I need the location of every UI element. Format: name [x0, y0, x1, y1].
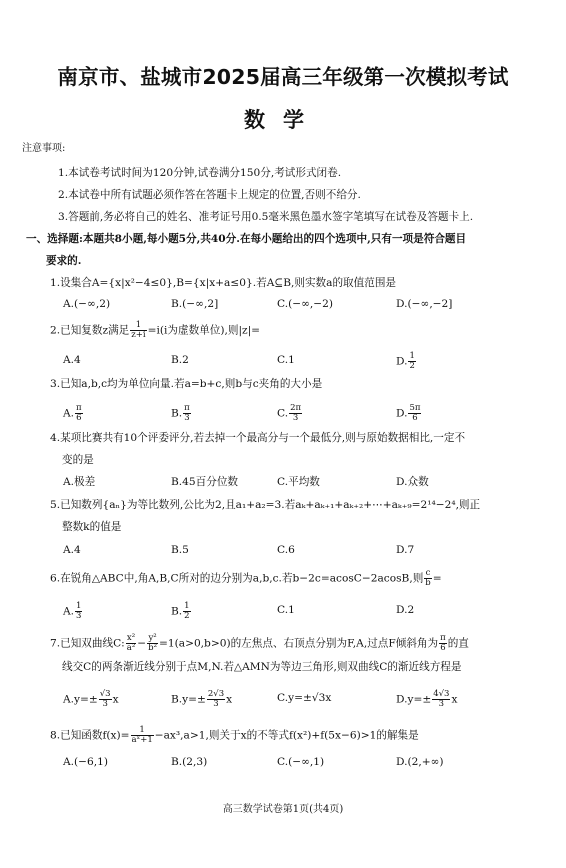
option-d	[396, 352, 417, 371]
note-2: 2.本试卷中所有试题必须作答在答题卡上规定的位置,否则不给分.	[58, 189, 361, 201]
stem-part: =	[432, 572, 442, 585]
fraction	[99, 690, 112, 709]
fraction	[183, 404, 191, 423]
fraction	[432, 690, 450, 709]
option-a: A.4	[63, 544, 81, 556]
fraction	[439, 634, 447, 653]
fraction	[207, 690, 225, 709]
fraction	[408, 404, 421, 423]
stem-part: =i(i为虚数单位),则|z|=	[147, 324, 261, 337]
numerator: 1	[131, 726, 154, 736]
option-label: B.y=±	[171, 693, 206, 706]
note-1: 1.本试卷考试时间为120分钟,试卷满分150分,考试形式闭卷.	[58, 167, 342, 179]
stem-part: 8.已知函数f(x)=	[50, 729, 130, 742]
option-b: B.5	[171, 544, 189, 556]
option-label: B.	[171, 407, 183, 420]
denominator: 3	[292, 413, 299, 423]
option-a: A.(−6,1)	[63, 756, 109, 768]
stem-part: 的直	[447, 637, 469, 650]
suffix: x	[226, 693, 233, 706]
denominator: 3	[184, 413, 190, 423]
page-footer: 高三数学试卷第1页(共4页)	[222, 804, 344, 815]
fraction	[408, 352, 415, 371]
fraction	[131, 726, 154, 745]
denominator: 3	[76, 611, 82, 621]
option-c: C.平均数	[277, 476, 320, 488]
fraction	[147, 634, 158, 653]
numerator: π	[440, 633, 446, 643]
numerator: y²	[148, 633, 157, 643]
question-7-options	[50, 690, 480, 710]
option-b: B.(−∞,2]	[171, 298, 219, 310]
denominator: 6	[440, 643, 446, 653]
option-label: D.	[396, 355, 408, 368]
stem-part: 6.在锐角△ABC中,角A,B,C所对的边分别为a,b,c.若b−2c=acosC−2acosB,则	[50, 572, 424, 585]
option-a: A.(−∞,2)	[63, 298, 111, 310]
option-c	[277, 404, 303, 423]
suffix: x	[112, 693, 119, 706]
option-a	[63, 690, 119, 709]
denominator: b²	[148, 643, 157, 653]
denominator: b	[425, 578, 431, 588]
numerator: 1	[409, 351, 415, 361]
question-6-options	[50, 602, 480, 622]
option-label: B.	[171, 605, 183, 618]
question-7-stem-line-1: 7.已知双曲线C: $\frac{\text{x²}}{\text{a²}}$ − $\frac{\text{y²}}{\text{b²}}$ =1(a>0,b>0)的左焦点、右顶点分别为F,A,过点F倾斜角为 $\frac{\pi}{6}$ 的直	[50, 633, 469, 653]
numerator: π	[76, 403, 82, 413]
numerator: x²	[126, 633, 136, 643]
denominator: 2	[409, 361, 415, 371]
option-b: B.45百分位数	[171, 476, 239, 488]
numerator: π	[184, 403, 190, 413]
option-b	[171, 690, 232, 709]
question-3-options	[50, 404, 480, 424]
numerator: c	[425, 568, 431, 578]
fraction	[183, 602, 190, 621]
question-4-stem-line-2: 变的是	[62, 454, 94, 466]
fraction	[130, 321, 146, 340]
option-a	[63, 602, 83, 621]
question-8-options	[50, 754, 480, 774]
option-d: D.(2,+∞)	[396, 756, 444, 768]
option-b	[171, 404, 192, 423]
question-4-options	[50, 474, 480, 494]
question-2-options	[50, 352, 480, 372]
notes-heading: 注意事项:	[22, 143, 66, 154]
fraction	[75, 404, 83, 423]
exam-subject: 数学	[244, 108, 322, 132]
suffix: x	[451, 693, 458, 706]
numerator: 4√3	[433, 689, 450, 699]
numerator: 1	[184, 601, 190, 611]
denominator: a²	[126, 643, 136, 653]
question-6-stem	[50, 569, 442, 588]
fraction	[424, 569, 431, 588]
option-a: A.极差	[63, 476, 96, 488]
question-1-stem: 1.设集合A={x|x²−4≤0},B={x|x+a≤0}.若A⊆B,则实数a的取值范围是	[50, 277, 397, 289]
option-b	[171, 602, 192, 621]
option-label: A.	[63, 407, 75, 420]
question-4-stem-line-1: 4.某项比赛共有10个评委评分,若去掉一个最高分与一个最低分,则与原始数据相比,一定不	[50, 432, 466, 444]
option-d: D.众数	[396, 476, 429, 488]
fraction	[126, 634, 136, 653]
question-5-stem-line-2: 整数k的值是	[62, 521, 122, 533]
stem-part: 7.已知双曲线C:	[50, 637, 125, 650]
stem-part: =1(a>0,b>0)的左焦点、右顶点分别为F,A,过点F倾斜角为	[159, 637, 439, 650]
section-heading-line-2: 要求的.	[46, 255, 82, 267]
question-3-stem: 3.已知a,b,c均为单位向量.若a=b+c,则b与c夹角的大小是	[50, 378, 323, 390]
numerator: √3	[99, 689, 111, 699]
option-d: D.2	[396, 604, 415, 616]
numerator: 1	[130, 321, 146, 331]
option-d	[396, 404, 422, 423]
option-d: D.7	[396, 544, 415, 556]
option-b: B.2	[171, 354, 189, 366]
option-d	[396, 690, 457, 709]
question-8-stem	[50, 726, 419, 745]
option-c: C.6	[277, 544, 295, 556]
numerator: 5π	[409, 403, 421, 413]
option-label: A.y=±	[63, 693, 98, 706]
denominator: 3	[102, 699, 108, 709]
exam-title: 南京市、盐城市2025届高三年级第一次模拟考试	[57, 65, 509, 89]
note-3: 3.答题前,务必将自己的姓名、准考证号用0.5毫米黑色墨水签字笔填写在试卷及答题卡上.	[58, 211, 474, 223]
denominator: 2	[184, 611, 190, 621]
question-5-options	[50, 542, 480, 562]
question-1-options	[50, 296, 480, 316]
question-5-stem-line-1: 5.已知数列{aₙ}为等比数列,公比为2,且a₁+a₂=3.若aₖ+aₖ₊₁+aₖ₊₂+⋯+aₖ₊₉=2¹⁴−2⁴,则正	[50, 499, 481, 511]
stem-part: 2.已知复数z满足	[50, 324, 130, 337]
stem-part: −ax³,a>1,则关于x的不等式f(x²)+f(5x−6)>1的解集是	[154, 729, 419, 742]
option-c: C.1	[277, 354, 295, 366]
option-label: D.	[396, 407, 408, 420]
denominator: 3	[213, 699, 219, 709]
option-label: C.	[277, 407, 289, 420]
question-2-stem	[50, 321, 260, 340]
numerator: 2π	[290, 403, 302, 413]
denominator: 6	[412, 413, 418, 423]
option-c: C.(−∞,1)	[277, 756, 325, 768]
fraction	[289, 404, 302, 423]
option-b: B.(2,3)	[171, 756, 208, 768]
section-heading-line-1: 一、选择题:本题共8小题,每小题5分,共40分.在每小题给出的四个选项中,只有一项是符合题目	[26, 233, 467, 245]
numerator: 1	[76, 601, 82, 611]
option-c: C.y=±√3x	[277, 692, 332, 704]
question-7-stem-line-2: 线交C的两条渐近线分别于点M,N.若△AMN为等边三角形,则双曲线C的渐近线方程是	[62, 661, 462, 673]
denominator: 3	[438, 699, 445, 709]
denominator: z+i	[131, 330, 146, 340]
option-label: A.	[63, 605, 75, 618]
option-a	[63, 404, 84, 423]
option-label: D.y=±	[396, 693, 432, 706]
option-a: A.4	[63, 354, 81, 366]
option-c: C.(−∞,−2)	[277, 298, 334, 310]
option-c: C.1	[277, 604, 295, 616]
fraction	[75, 602, 82, 621]
option-d: D.(−∞,−2]	[396, 298, 453, 310]
denominator: aˣ+1	[131, 735, 153, 745]
denominator: 6	[76, 413, 82, 423]
numerator: 2√3	[207, 689, 225, 699]
